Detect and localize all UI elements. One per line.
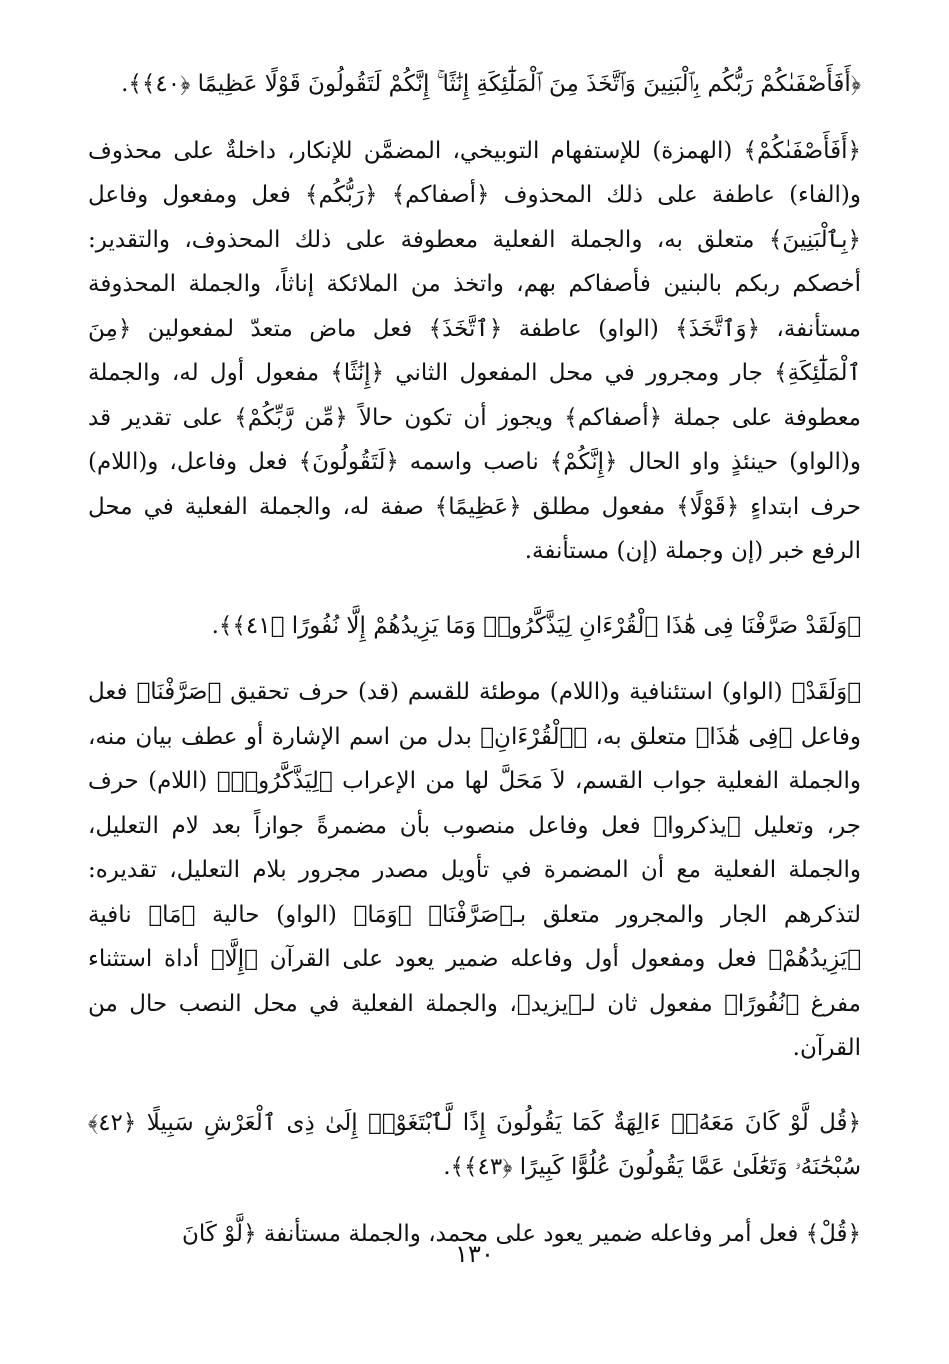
quran-verse-40: ﴿أَفَأَصْفَىٰكُمْ رَبُّكُم بِٱلْبَنِينَ وَٱتَّخَذَ مِنَ ٱلْمَلَٰٓئِكَةِ إِنَٰثًا ۚ إِنَّكُمْ لَتَقُولُونَ قَوْلًا عَظِيمًا ﴿٤٠﴾﴾. [121, 71, 861, 97]
grammar-paragraph-verse-40: ﴿أَفَأَصْفَىٰكُمْ﴾ (الهمزة) للإستفهام التوبيخي، المضمَّن للإنكار، داخلةٌ على محذوف و(الفاء) عاطفة على ذلك المحذوف ﴿أصفاكم﴾ ﴿رَبُّكُم﴾ فعل ومفعول وفاعل ﴿بِٱلْبَنِينَ﴾ متعلق به، والجملة الفعلية معطوفة على ذلك المحذوف، والتقدير: أخصكم ربكم بالبنين فأصفاكم بهم، واتخذ من الملائكة إناثاً، والجملة المحذوفة مستأنفة، ﴿وَٱتَّخَذَ﴾ (الواو) عاطفة ﴿ٱتَّخَذَ﴾ فعل ماض متعدّ لمفعولين ﴿مِنَ ٱلْمَلَٰٓئِكَةِ﴾ جار ومجرور في محل المفعول الثاني ﴿إِنَٰثًا﴾ مفعول أول له، والجملة معطوفة على جملة ﴿أصفاكم﴾ ويجوز أن تكون حالاً ﴿مِّن رَّبِّكُمْ﴾ على تقدير قد و(الواو) حينئذٍ واو الحال ﴿إِنَّكُمْ﴾ ناصب واسمه ﴿لَتَقُولُونَ﴾ فعل وفاعل، و(اللام) حرف ابتداءٍ ﴿قَوْلًا﴾ مفعول مطلق ﴿عَظِيمًا﴾ صفة له، والجملة الفعلية في محل الرفع خبر (إن وجملة (إن) مستأنفة. [88, 137, 861, 564]
quran-verses-42-43: ﴿قُل لَّوْ كَانَ مَعَهُۥٓ ءَالِهَةٌ كَمَا يَقُولُونَ إِذًا لَّٱبْتَغَوْا۟ إِلَىٰ ذِى ٱلْعَرْشِ سَبِيلًا ﴿٤٢﴾ سُبْحَٰنَهُۥ وَتَعَٰلَىٰ عَمَّا يَقُولُونَ عُلُوًّا كَبِيرًا ﴿٤٣﴾﴾. [88, 1109, 861, 1180]
grammar-paragraph-verse-41: ﴿وَلَقَدْ﴾ (الواو) استئنافية و(اللام) موطئة للقسم (قد) حرف تحقيق ﴿صَرَّفْنَا﴾ فعل وفاعل ﴿فِى هَٰذَا﴾ متعلق به، ﴿ٱلْقُرْءَانِ﴾ بدل من اسم الإشارة أو عطف بيان منه، والجملة الفعلية جواب القسم، لاَ مَحَلَّ لها من الإعراب ﴿لِيَذَّكَّرُوا۟﴾ (اللام) حرف جر، وتعليل ﴿يذكروا﴾ فعل وفاعل منصوب بأن مضمرةً جوازاً بعد لام التعليل، والجملة الفعلية مع أن المضمرة في تأويل مصدر مجرور بلام التعليل، تقديره: لتذكرهم الجار والمجرور متعلق بـ﴿صَرَّفْنَا﴾ ﴿وَمَا﴾ (الواو) حالية ﴿مَا﴾ نافية ﴿يَزِيدُهُمْ﴾ فعل ومفعول أول وفاعله ضمير يعود على القرآن ﴿إِلَّا﴾ أداة استثناء مفرغ ﴿نُفُورًا﴾ مفعول ثان لـ﴿يزيد﴾، والجملة الفعلية في محل النصب حال من القرآن. [88, 679, 861, 1061]
grammar-paragraph-verse-42: ﴿قُلْ﴾ فعل أمر وفاعله ضمير يعود على محمد، والجملة مستأنفة ﴿لَّوْ كَانَ [182, 1220, 861, 1247]
quran-verse-41: ﴿وَلَقَدْ صَرَّفْنَا فِى هَٰذَا ٱلْقُرْءَانِ لِيَذَّكَّرُوا۟ وَمَا يَزِيدُهُمْ إِلَّا نُفُورًا ﴿٤١﴾﴾. [211, 612, 861, 639]
page-number: ١٣٠ [455, 1240, 494, 1268]
